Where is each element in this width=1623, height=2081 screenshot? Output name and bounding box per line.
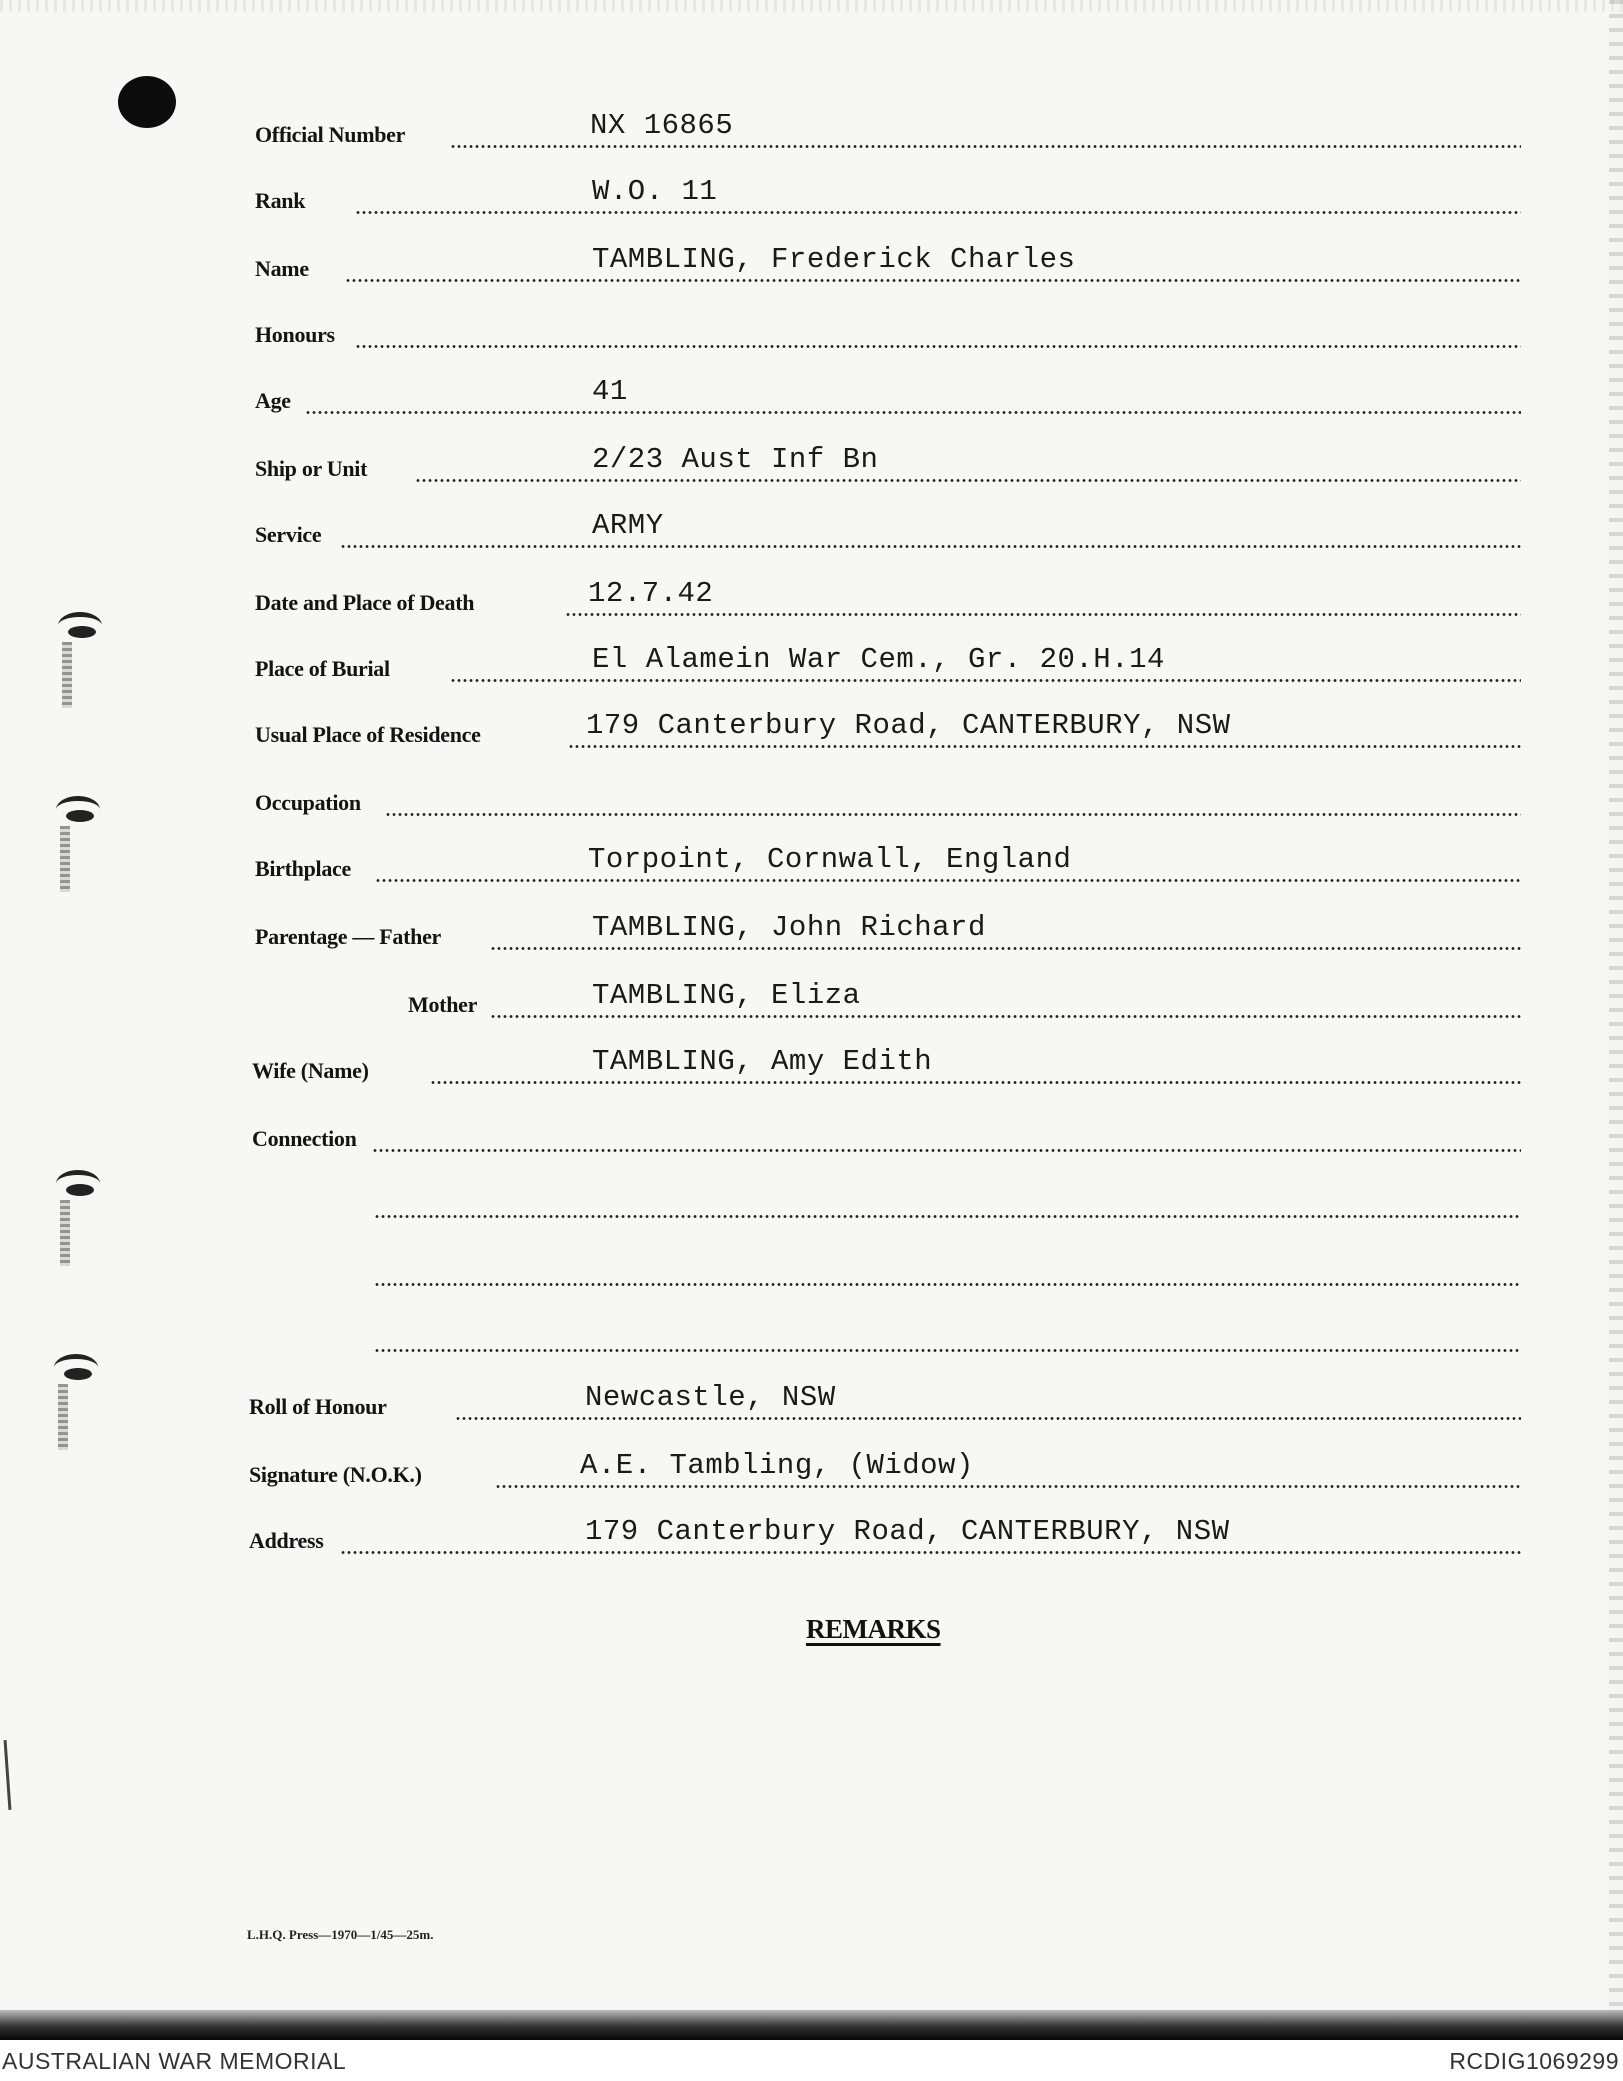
dotted-leader-line xyxy=(340,1551,1521,1554)
dotted-leader-line xyxy=(340,545,1521,548)
field-label: Rank xyxy=(255,188,306,213)
field-label: Connection xyxy=(252,1126,357,1151)
form-row xyxy=(0,908,1623,956)
dotted-leader-line xyxy=(385,813,1521,816)
dotted-leader-line xyxy=(565,613,1521,616)
field-value: 41 xyxy=(592,375,628,408)
field-value: ARMY xyxy=(592,509,664,542)
dotted-leader-line xyxy=(355,211,1521,214)
form-row xyxy=(0,706,1623,754)
form-row xyxy=(0,976,1623,1024)
form-row xyxy=(0,1244,1623,1292)
field-value: W.O. 11 xyxy=(592,175,718,208)
form-row xyxy=(0,774,1623,822)
field-label: Service xyxy=(255,522,322,547)
field-label: Wife (Name) xyxy=(252,1058,369,1083)
dotted-leader-line xyxy=(450,145,1521,148)
dotted-leader-line xyxy=(305,411,1521,414)
form-row xyxy=(0,1310,1623,1358)
field-value: Torpoint, Cornwall, England xyxy=(588,843,1072,876)
form-row xyxy=(0,172,1623,220)
dotted-leader-line xyxy=(374,1215,1521,1218)
field-label: Address xyxy=(249,1528,324,1553)
dotted-leader-line xyxy=(345,279,1521,282)
dotted-leader-line xyxy=(355,345,1521,348)
scan-scratch xyxy=(4,1740,12,1810)
archive-footer xyxy=(0,2040,1623,2081)
dotted-leader-line xyxy=(490,1015,1521,1018)
form-row xyxy=(0,1042,1623,1090)
field-value: A.E. Tambling, (Widow) xyxy=(580,1449,974,1482)
field-value: TAMBLING, John Richard xyxy=(592,911,986,944)
remarks-heading: REMARKS xyxy=(806,1614,941,1644)
field-value: NX 16865 xyxy=(590,109,734,142)
field-value: 179 Canterbury Road, CANTERBURY, NSW xyxy=(586,709,1231,742)
field-label: Signature (N.O.K.) xyxy=(249,1462,422,1487)
dotted-leader-line xyxy=(430,1081,1521,1084)
form-row xyxy=(0,1176,1623,1224)
scan-bottom-edge xyxy=(0,2010,1623,2040)
form-row xyxy=(0,1110,1623,1158)
dotted-leader-line xyxy=(568,745,1521,748)
field-label: Parentage — Father xyxy=(255,924,442,949)
field-label: Name xyxy=(255,256,309,281)
field-label: Age xyxy=(255,388,291,413)
field-label: Mother xyxy=(408,992,478,1017)
printer-imprint: L.H.Q. Press—1970—1/45—25m. xyxy=(247,1927,434,1942)
form-row xyxy=(0,840,1623,888)
field-value: TAMBLING, Frederick Charles xyxy=(592,243,1076,276)
field-label: Ship or Unit xyxy=(255,456,368,481)
footer-record-id: RCDIG1069299 xyxy=(1449,2048,1619,2074)
form-row xyxy=(0,574,1623,622)
dotted-leader-line xyxy=(415,479,1521,482)
field-value: 12.7.42 xyxy=(588,577,714,610)
form-row xyxy=(0,372,1623,420)
field-label: Date and Place of Death xyxy=(255,590,475,615)
dotted-leader-line xyxy=(495,1485,1521,1488)
dotted-leader-line xyxy=(372,1149,1521,1152)
dotted-leader-line xyxy=(375,879,1521,882)
form-row xyxy=(0,1512,1623,1560)
form-row xyxy=(0,1378,1623,1426)
field-label: Occupation xyxy=(255,790,361,815)
dotted-leader-line xyxy=(374,1283,1521,1286)
field-label: Usual Place of Residence xyxy=(255,722,481,747)
field-value: El Alamein War Cem., Gr. 20.H.14 xyxy=(592,643,1165,676)
form-row xyxy=(0,1446,1623,1494)
form-row xyxy=(0,306,1623,354)
form-row xyxy=(0,240,1623,288)
dotted-leader-line xyxy=(455,1417,1521,1420)
form-row xyxy=(0,640,1623,688)
field-value: 179 Canterbury Road, CANTERBURY, NSW xyxy=(585,1515,1230,1548)
dotted-leader-line xyxy=(450,679,1521,682)
field-value: TAMBLING, Eliza xyxy=(592,979,861,1012)
form-row xyxy=(0,440,1623,488)
form-row xyxy=(0,506,1623,554)
field-value: 2/23 Aust Inf Bn xyxy=(592,443,879,476)
field-label: Official Number xyxy=(255,122,406,147)
footer-institution: AUSTRALIAN WAR MEMORIAL xyxy=(2,2048,347,2074)
field-label: Birthplace xyxy=(255,856,351,881)
field-label: Roll of Honour xyxy=(249,1394,387,1419)
field-label: Honours xyxy=(255,322,335,347)
field-value: Newcastle, NSW xyxy=(585,1381,836,1414)
form-row xyxy=(0,106,1623,154)
field-label: Place of Burial xyxy=(255,656,390,681)
dotted-leader-line xyxy=(490,947,1521,950)
dotted-leader-line xyxy=(374,1349,1521,1352)
field-value: TAMBLING, Amy Edith xyxy=(592,1045,933,1078)
